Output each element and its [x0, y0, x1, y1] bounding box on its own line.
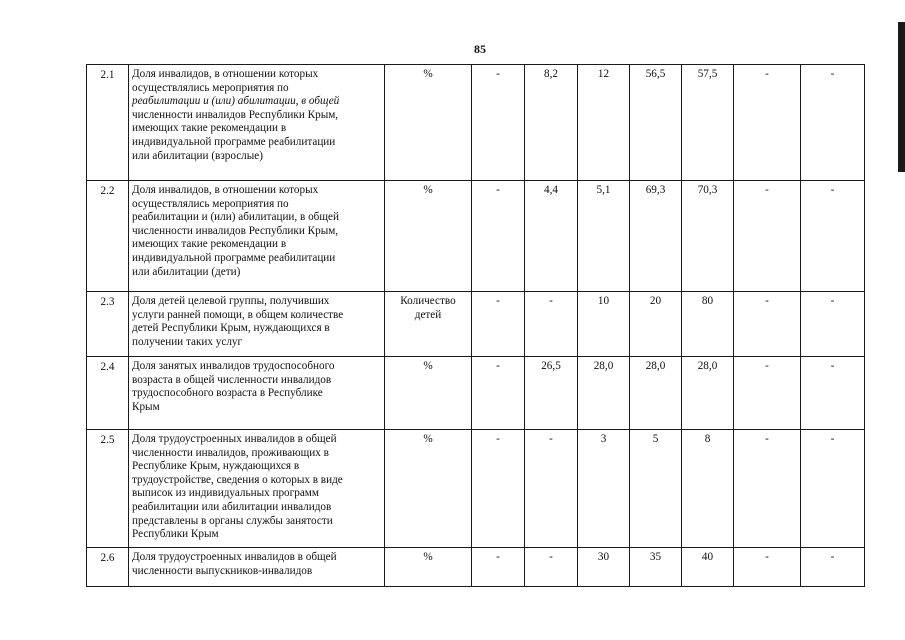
- value-cell: 5,1: [578, 181, 630, 292]
- value-cell: -: [801, 357, 865, 430]
- value-cell: -: [734, 430, 801, 548]
- value-cell: -: [525, 430, 578, 548]
- value-cell: 35: [630, 548, 682, 587]
- unit-cell: Количество детей: [385, 292, 472, 357]
- description-line: осуществлялись мероприятия по: [132, 197, 289, 210]
- value-cell: 28,0: [682, 357, 734, 430]
- value-cell: -: [525, 548, 578, 587]
- value-cell: -: [472, 181, 525, 292]
- row-number: 2.2: [87, 181, 129, 292]
- value-cell: -: [525, 292, 578, 357]
- table-row: [87, 548, 865, 587]
- unit-cell: %: [385, 430, 472, 548]
- row-number: 2.5: [87, 430, 129, 548]
- value-cell: -: [472, 430, 525, 548]
- description-line: Доля трудоустроенных инвалидов в общей: [132, 433, 337, 445]
- description-line: трудоустройстве, сведения о которых в виде: [132, 473, 343, 486]
- table-row: [87, 357, 865, 430]
- value-cell: 30: [578, 548, 630, 587]
- indicator-description: [129, 65, 385, 181]
- description-line: реабилитации и (или) абилитации, в общей: [132, 211, 339, 224]
- value-cell: 40: [682, 548, 734, 587]
- value-cell: 69,3: [630, 181, 682, 292]
- value-cell: 3: [578, 430, 630, 548]
- scan-edge-mark: [898, 22, 905, 172]
- value-cell: -: [734, 357, 801, 430]
- value-cell: 28,0: [578, 357, 630, 430]
- row-number: 2.3: [87, 292, 129, 357]
- description-line: осуществлялись мероприятия по: [132, 81, 289, 94]
- description-line: имеющих такие рекомендации в: [132, 122, 287, 135]
- description-line: Республике Крым, нуждающихся в: [132, 460, 300, 473]
- description-line: численности инвалидов Республики Крым,: [132, 108, 339, 121]
- description-line: численности выпускников-инвалидов: [132, 564, 313, 577]
- value-cell: 57,5: [682, 65, 734, 181]
- value-cell: -: [472, 357, 525, 430]
- value-cell: 56,5: [630, 65, 682, 181]
- value-cell: 20: [630, 292, 682, 357]
- description-line: Доля трудоустроенных инвалидов в общей: [132, 551, 337, 563]
- description-line: индивидуальной программе реабилитации: [132, 135, 336, 148]
- indicators-table: [86, 64, 865, 587]
- description-line: имеющих такие рекомендации в: [132, 238, 287, 251]
- table-row: [87, 65, 865, 181]
- value-cell: 8: [682, 430, 734, 548]
- unit-cell: %: [385, 181, 472, 292]
- description-line: реабилитации или абилитации инвалидов: [132, 500, 332, 513]
- value-cell: -: [472, 292, 525, 357]
- description-line: или абилитации (дети): [132, 265, 241, 278]
- value-cell: -: [801, 430, 865, 548]
- description-line: или абилитации (взрослые): [132, 149, 263, 162]
- unit-cell: %: [385, 357, 472, 430]
- description-line: Крым: [132, 400, 160, 413]
- description-line: численности инвалидов, проживающих в: [132, 446, 329, 459]
- value-cell: -: [734, 65, 801, 181]
- description-line: Доля занятых инвалидов трудоспособного: [132, 360, 335, 372]
- table-row: [87, 430, 865, 548]
- value-cell: 4,4: [525, 181, 578, 292]
- value-cell: 5: [630, 430, 682, 548]
- value-cell: -: [734, 292, 801, 357]
- indicator-description: [129, 292, 385, 357]
- value-cell: 80: [682, 292, 734, 357]
- value-cell: -: [801, 292, 865, 357]
- value-cell: 26,5: [525, 357, 578, 430]
- value-cell: -: [801, 65, 865, 181]
- row-number: 2.4: [87, 357, 129, 430]
- description-line: получении таких услуг: [132, 335, 243, 348]
- value-cell: 70,3: [682, 181, 734, 292]
- description-line: Доля инвалидов, в отношении которых: [132, 184, 319, 196]
- value-cell: -: [734, 181, 801, 292]
- description-line: Республики Крым: [132, 528, 219, 541]
- page-number: 85: [474, 42, 486, 56]
- value-cell: -: [801, 181, 865, 292]
- description-line: трудоспособного возраста в Республике: [132, 387, 323, 400]
- value-cell: -: [472, 65, 525, 181]
- row-number: 2.1: [87, 65, 129, 181]
- value-cell: 10: [578, 292, 630, 357]
- description-line: услуги ранней помощи, в общем количестве: [132, 308, 344, 321]
- description-line: численности инвалидов Республики Крым,: [132, 224, 339, 237]
- row-number: 2.6: [87, 548, 129, 587]
- description-line: Доля инвалидов, в отношении которых: [132, 68, 319, 80]
- value-cell: -: [472, 548, 525, 587]
- indicator-description: [129, 430, 385, 548]
- value-cell: -: [801, 548, 865, 587]
- description-line: индивидуальной программе реабилитации: [132, 251, 336, 264]
- description-line: Доля детей целевой группы, получивших: [132, 295, 330, 307]
- description-line: детей Республики Крым, нуждающихся в: [132, 322, 330, 335]
- unit-cell: %: [385, 548, 472, 587]
- value-cell: 8,2: [525, 65, 578, 181]
- value-cell: -: [734, 548, 801, 587]
- description-line: возраста в общей численности инвалидов: [132, 373, 332, 386]
- value-cell: 12: [578, 65, 630, 181]
- value-cell: 28,0: [630, 357, 682, 430]
- description-line: реабилитации и (или) абилитации, в общей: [132, 95, 340, 108]
- indicator-description: [129, 357, 385, 430]
- description-line: выписок из индивидуальных программ: [132, 487, 319, 500]
- indicator-description: [129, 548, 385, 587]
- description-line: представлены в органы службы занятости: [132, 514, 333, 527]
- table-row: [87, 292, 865, 357]
- indicator-description: [129, 181, 385, 292]
- unit-cell: %: [385, 65, 472, 181]
- table-row: [87, 181, 865, 292]
